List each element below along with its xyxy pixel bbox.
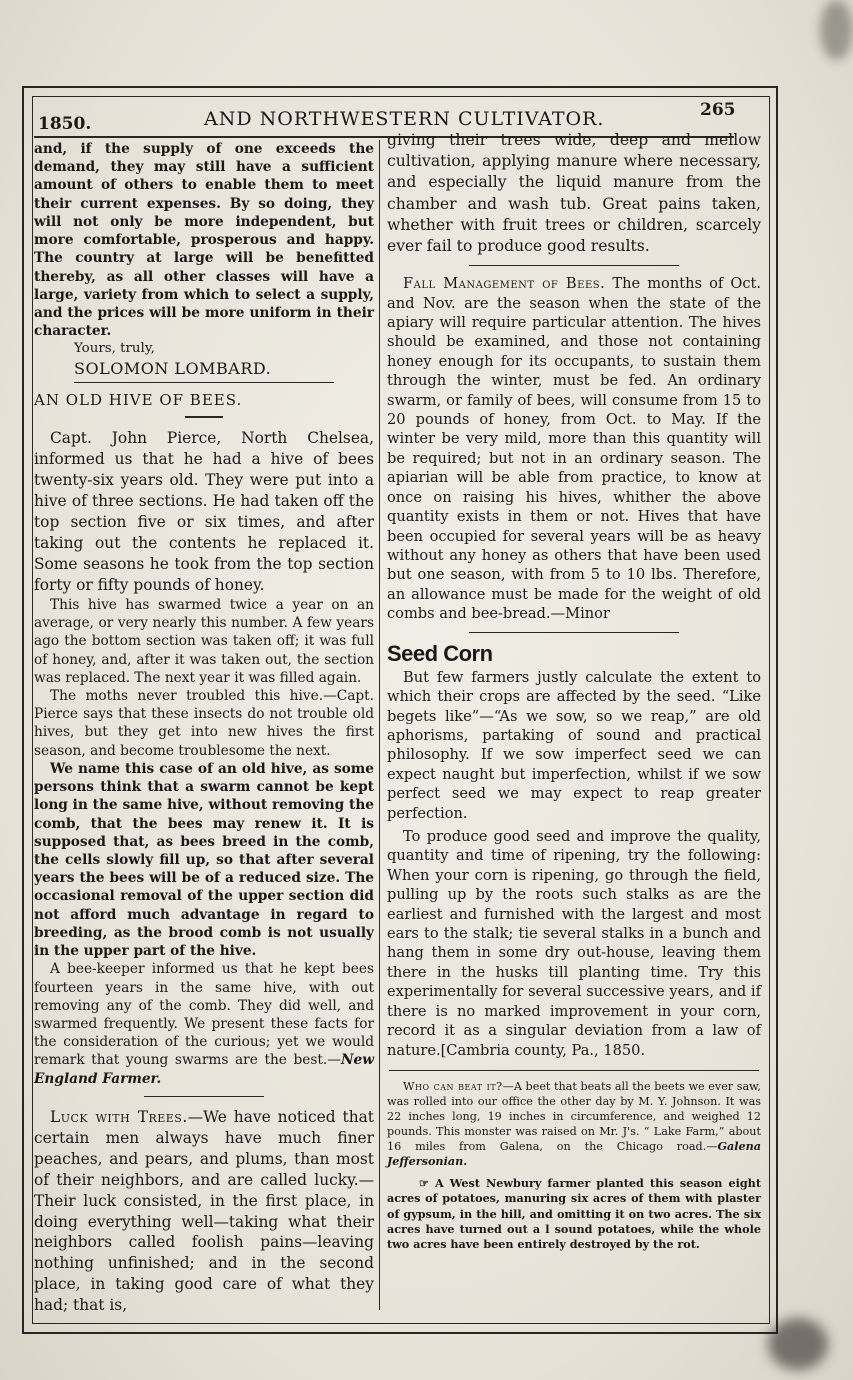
column-divider [379, 140, 380, 1310]
section-rule [74, 382, 334, 383]
old-hive-paragraph-5 [34, 960, 374, 1088]
potatoes-text: A West Newbury farmer planted this season eight acres of potatoes, manuring six acres of them with plaster of gypsum, in the hill, and omitting it on two acres. The six acres have turned out a l sound potatoes, while the whole two acres have been entirely destroyed by the rot. [387, 1175, 761, 1251]
luck-paragraph [34, 1107, 374, 1316]
intro-paragraph: and, if the supply of one exceeds the demand, they may still have a sufficient amount of others to enable them to meet their current expenses. By so doing, they will not only be more independent, but more comfortable, prosperous and happy. The country at large will be benefitted thereby, as all other classes will have a large, variety from which to select a supply, and the prices will be more uniform in their character. [34, 141, 374, 340]
seed-corn-paragraph-1: But few farmers justly calculate the extent to which their crops are affected by the seed. “Like begets like”—“As we sow, so we reap,” are old aphorisms, partaking of sound and practical philosophy. If we sow imperfect seed we can expect naught but imperfection, whilst if we sow perfect seed we may expect to reap greater perfection. [387, 668, 761, 822]
old-hive-paragraph-4: We name this case of an old hive, as some persons think that a swarm cannot be kept long in the same hive, without removing the comb, that the bees may renew it. It is supposed that, as bees breed in the comb, the cells slowly fill up, so that after several years the bees will be of a reduced size. The occasional removal of the upper section did not afford much advantage in regard to breeding, as the brood comb is not usually in the upper part of the hive. [34, 760, 374, 960]
ink-smudge [820, 0, 853, 60]
old-hive-title: AN OLD HIVE OF BEES. [34, 390, 243, 409]
section-rule [469, 632, 679, 633]
ink-smudge [768, 1318, 828, 1370]
luck-continued: giving their trees wide, deep and mellow cultivation, applying manure where necessary, and especially the liquid manure from the chamber and wash tub. Great pains taken, whether with fruit trees or children, scarcely ever fail to produce good results. [387, 131, 761, 256]
old-hive-paragraph-5-text: A bee-keeper informed us that he kept bees fourteen years in the same hive, with out removing any of the comb. They did well, and swarmed frequently. We present these facts for the consideration of the curious; yet we would remark that young swarms are the best.— [34, 961, 374, 1069]
bees-paragraph [387, 274, 761, 623]
old-hive-paragraph-3: The moths never troubled this hive.—Capt. Pierce says that these insects do not trouble old hives, but they get into new hives the first season, and become troublesome the next. [34, 688, 374, 759]
pointing-hand-icon: ☞ [419, 1176, 429, 1190]
header-page-number: 265 [700, 100, 736, 120]
beet-paragraph [387, 1079, 761, 1170]
luck-text: —We have noticed that certain men always have much finer peaches, and pears, and plums, than most of their neighbors, and are called lucky.—Their luck consisted, in the first place, in doing everything well—taking what their neighbors called foolish pains—leaving nothing unfinished; and in the second place, in taking good care of what they had; that is, [34, 1107, 374, 1315]
seed-corn-title: Seed Corn [387, 640, 493, 666]
beet-text: —A beet that beats all the beets we ever saw, was rolled into our office the other day by M. Y. Johnson. It was 22 inches long, 19 inches in circumference, and weighed 12 pounds. This monster was raised on Mr. J's. “ Lake Farm,” about 16 miles from Galena, on the Chicago road.— [387, 1079, 761, 1154]
bees-text: The months of Oct. and Nov. are the season when the state of the apiary will require particular attention. The hives should be examined, and those not containing honey enough for its occupants, to sustain them through the winter, must be fed. An ordinary swarm, or family of bees, will consume from 15 to 20 pounds of honey, from Oct. to May. If the winter be very mild, more than this quantity will be required; but not in an ordinary season. The apiarian will be able from practice, to know at once on raising his hives, whither the above quantity exists in them or not. Hives that have been occupied for several years will be as heavy without any honey as others that have been used but one season, with from 5 to 10 lbs. Therefore, an allowance must be made for the weight of old combs and bee-bread.—Minor [387, 275, 761, 623]
section-rule [144, 1096, 264, 1097]
left-column [34, 140, 374, 1316]
old-hive-paragraph-2: This hive has swarmed twice a year on an average, or very nearly this number. A few years ago the bottom section was taken off; it was full of honey, and, after it was taken out, the section was replaced. The next year it was filled again. [34, 596, 374, 686]
section-rule [469, 265, 679, 266]
beet-source: Galena Jeffersonian. [387, 1139, 761, 1169]
old-hive-paragraph-1: Capt. John Pierce, North Chelsea, informed us that he had a hive of bees twenty-six years old. They were put into a hive of three sections. He had taken off the top section five or six times, and after taking out the contents he replaced it. Some seasons he took from the top section forty or fifty pounds of honey. [34, 429, 374, 594]
right-column [387, 130, 761, 1252]
section-rule [389, 1070, 759, 1071]
signature: SOLOMON LOMBARD. [74, 359, 272, 379]
old-hive-source: New England Farmer. [34, 1052, 374, 1087]
bees-title: Fall Management of Bees. [403, 275, 606, 293]
closing-line: Yours, truly, [74, 341, 155, 357]
title-rule [185, 416, 223, 418]
luck-title: Luck with Trees. [50, 1107, 188, 1126]
beet-title: Who can beat it? [403, 1079, 503, 1093]
seed-corn-paragraph-2: To produce good seed and improve the quality, quantity and time of ripening, try the following: When your corn is ripening, go through the field, pulling up by the roots such stalks as are the earliest and furnished with the largest and most ears to the stalk; tie several stalks in a bunch and hang them in some dry out-house, leaving them there in the husks till planting time. Try this experimentally for several successive years, and if there is no marked improvement in your corn, record it as a singular deviation from a law of nature.[Cambria county, Pa., 1850. [387, 828, 761, 1059]
header-year: 1850. [38, 114, 92, 134]
header-title: AND NORTHWESTERN CULTIVATOR. [204, 108, 605, 130]
potatoes-paragraph [387, 1176, 761, 1252]
